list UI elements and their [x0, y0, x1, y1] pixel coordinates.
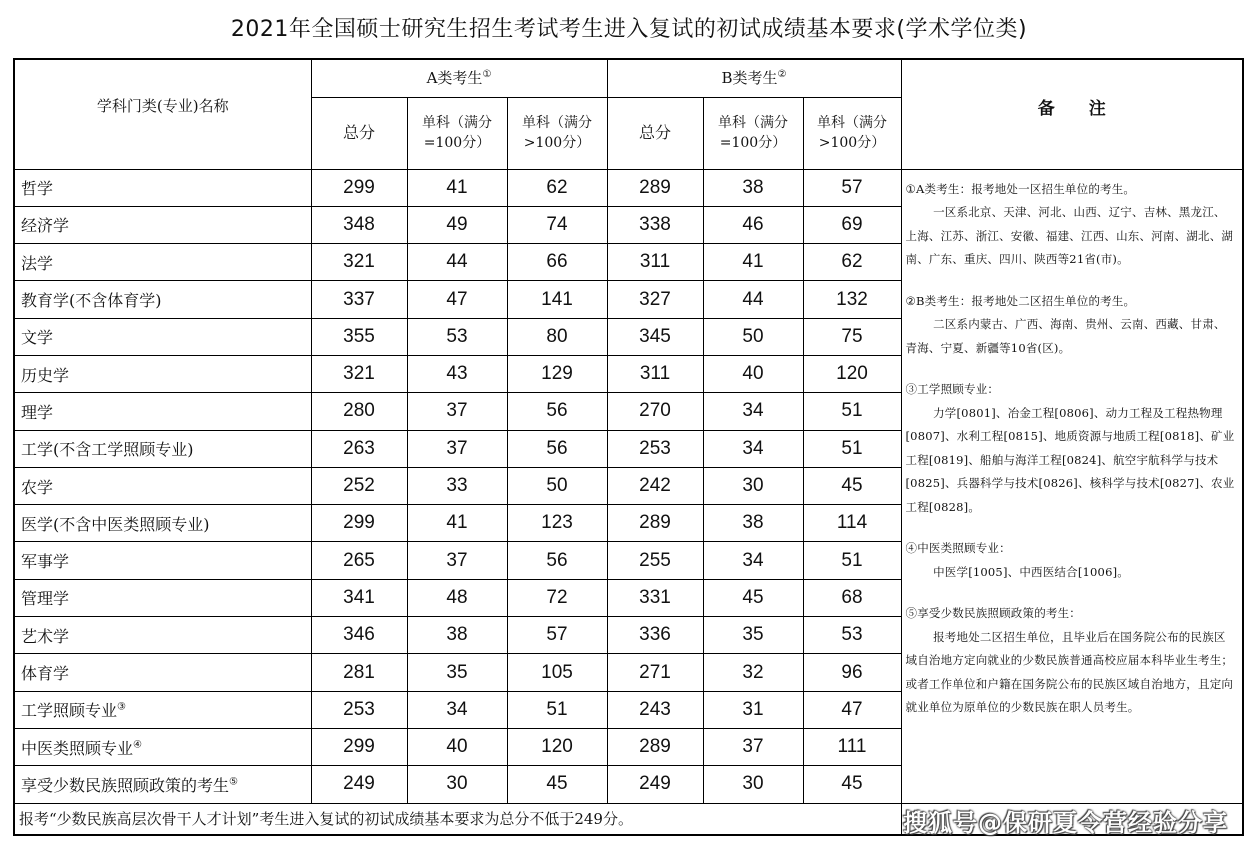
a-score-cell: 299 — [311, 728, 407, 765]
b-score-cell: 62 — [803, 244, 901, 281]
b-single100-header — [703, 97, 803, 169]
subject-label: 中医类照顾专业 — [21, 738, 134, 758]
subject-name — [14, 579, 311, 616]
a-score-cell: 280 — [311, 393, 407, 430]
subject-label: 体育学 — [21, 664, 70, 683]
subject-label: 历史学 — [21, 365, 70, 385]
a-score-cell: 252 — [311, 467, 407, 504]
a-score-cell: 51 — [507, 691, 607, 728]
note-4-head: ④中医类照顾专业： — [905, 541, 1011, 555]
subject-name — [14, 728, 311, 765]
subject-name — [14, 505, 311, 542]
a-score-cell: 253 — [311, 691, 407, 728]
b-score-cell: 30 — [703, 766, 803, 803]
a-score-cell: 74 — [507, 206, 607, 243]
b-score-cell: 311 — [607, 355, 703, 392]
b-score-cell: 249 — [607, 766, 703, 803]
a-group-mark: ① — [482, 69, 492, 81]
subject-name — [14, 318, 311, 355]
remarks-header: 备 注 — [901, 59, 1243, 169]
a-score-cell: 44 — [407, 244, 507, 281]
b-score-cell: 243 — [607, 691, 703, 728]
note-5-head: ⑤享受少数民族照顾政策的考生： — [905, 606, 1081, 620]
a-score-cell: 57 — [507, 617, 607, 654]
b-group-mark: ② — [777, 69, 787, 81]
subject-header: 学科门类(专业)名称 — [14, 59, 311, 169]
subject-label: 享受少数民族照顾政策的考生 — [21, 775, 230, 795]
b-score-cell: 270 — [607, 393, 703, 430]
subject-name — [14, 617, 311, 654]
b-score-cell: 34 — [703, 393, 803, 430]
a-score-cell: 37 — [407, 430, 507, 467]
a-score-cell: 263 — [311, 430, 407, 467]
a-singlegt100-l2: >100分） — [523, 135, 591, 151]
b-score-cell: 132 — [803, 281, 901, 318]
a-score-cell: 80 — [507, 318, 607, 355]
a-score-cell: 346 — [311, 617, 407, 654]
b-score-cell: 289 — [607, 505, 703, 542]
b-score-cell: 31 — [703, 691, 803, 728]
subject-name — [14, 654, 311, 691]
b-score-cell: 331 — [607, 579, 703, 616]
a-score-cell: 56 — [507, 393, 607, 430]
subject-mark: ⑤ — [229, 776, 238, 788]
b-score-cell: 255 — [607, 542, 703, 579]
b-score-cell: 51 — [803, 393, 901, 430]
b-singlegt100-header — [803, 97, 901, 169]
subject-name — [14, 542, 311, 579]
subject-label: 艺术学 — [21, 626, 70, 646]
a-score-cell: 41 — [407, 505, 507, 542]
subject-name — [14, 244, 311, 281]
subject-name — [14, 766, 311, 803]
subject-name — [14, 206, 311, 243]
subject-name — [14, 169, 311, 206]
a-single100-l1: 单科（满分 — [422, 115, 492, 131]
b-score-cell: 311 — [607, 244, 703, 281]
subject-label: 医学(不含中医类照顾专业) — [21, 514, 210, 534]
a-score-cell: 120 — [507, 728, 607, 765]
b-single100-l2: =100分） — [719, 135, 787, 151]
a-score-cell: 37 — [407, 393, 507, 430]
a-score-cell: 129 — [507, 355, 607, 392]
subject-name — [14, 430, 311, 467]
subject-name — [14, 355, 311, 392]
a-single100-l2: =100分） — [423, 135, 491, 151]
b-score-cell: 46 — [703, 206, 803, 243]
b-score-cell: 345 — [607, 318, 703, 355]
subject-label: 文学 — [21, 328, 54, 348]
a-score-cell: 62 — [507, 169, 607, 206]
a-singlegt100-header — [507, 97, 607, 169]
b-score-cell: 45 — [803, 766, 901, 803]
b-score-cell: 336 — [607, 617, 703, 654]
watermark: 搜狐号@保研夏令营经验分享 — [903, 809, 1228, 837]
a-score-cell: 341 — [311, 579, 407, 616]
b-singlegt100-l1: 单科（满分 — [817, 115, 887, 131]
a-score-cell: 35 — [407, 654, 507, 691]
subject-label: 理学 — [21, 402, 54, 422]
b-score-cell: 44 — [703, 281, 803, 318]
b-score-cell: 47 — [803, 691, 901, 728]
a-score-cell: 281 — [311, 654, 407, 691]
subject-name — [14, 281, 311, 318]
subject-label: 教育学(不含体育学) — [21, 291, 162, 311]
note-3-body: 力学[0801]、冶金工程[0806]、动力工程及工程热物理[0807]、水利工程[0815]、地质资源与地质工程[0818]、矿业工程[0819]、船舶与海洋工程[0824]、航空宇航科学与技术[0825]、兵器科学与技术[0826]、核科学与技术[0827]、农业工程[0828]。 — [905, 405, 1235, 514]
table-body — [14, 169, 1243, 803]
a-total-header: 总分 — [311, 97, 407, 169]
b-score-cell: 75 — [803, 318, 901, 355]
b-score-cell: 38 — [703, 169, 803, 206]
a-score-cell: 49 — [407, 206, 507, 243]
b-score-cell: 51 — [803, 430, 901, 467]
b-group-header — [607, 59, 901, 97]
a-score-cell: 45 — [507, 766, 607, 803]
b-score-cell: 120 — [803, 355, 901, 392]
b-score-cell: 57 — [803, 169, 901, 206]
b-score-cell: 338 — [607, 206, 703, 243]
b-single100-l1: 单科（满分 — [718, 115, 788, 131]
a-score-cell: 50 — [507, 467, 607, 504]
b-score-cell: 40 — [703, 355, 803, 392]
a-score-cell: 56 — [507, 430, 607, 467]
a-score-cell: 355 — [311, 318, 407, 355]
a-score-cell: 337 — [311, 281, 407, 318]
a-score-cell: 43 — [407, 355, 507, 392]
b-score-cell: 289 — [607, 169, 703, 206]
b-score-cell: 34 — [703, 542, 803, 579]
a-group-label: A类考生 — [426, 69, 483, 88]
a-score-cell: 299 — [311, 505, 407, 542]
a-single100-header — [407, 97, 507, 169]
a-score-cell: 299 — [311, 169, 407, 206]
footer-note: 报考“少数民族高层次骨干人才计划”考生进入复试的初试成绩基本要求为总分不低于249分。 — [14, 803, 901, 835]
note-5-body: 报考地处二区招生单位，且毕业后在国务院公布的民族区域自治地方定向就业的少数民族普通高校应届本科毕业生考生；或者工作单位和户籍在国务院公布的民族区域自治地方，且定向就业单位为原单位的少数民族在职人员考生。 — [905, 629, 1234, 714]
remarks-cell — [901, 169, 1243, 803]
subject-label: 军事学 — [21, 552, 70, 572]
b-score-cell: 38 — [703, 505, 803, 542]
a-score-cell: 34 — [407, 691, 507, 728]
score-table — [13, 58, 1244, 836]
subject-label: 农学 — [21, 477, 54, 497]
b-total-header: 总分 — [607, 97, 703, 169]
a-score-cell: 321 — [311, 244, 407, 281]
note-2-body: 二区系内蒙古、广西、海南、贵州、云南、西藏、甘肃、青海、宁夏、新疆等10省(区)。 — [905, 317, 1226, 355]
a-score-cell: 48 — [407, 579, 507, 616]
a-score-cell: 41 — [407, 169, 507, 206]
a-group-header — [311, 59, 607, 97]
a-score-cell: 53 — [407, 318, 507, 355]
b-score-cell: 53 — [803, 617, 901, 654]
b-group-label: B类考生 — [721, 69, 778, 88]
a-score-cell: 265 — [311, 542, 407, 579]
a-score-cell: 123 — [507, 505, 607, 542]
note-4-body: 中医学[1005]、中西医结合[1006]。 — [933, 564, 1129, 579]
b-score-cell: 111 — [803, 728, 901, 765]
b-score-cell: 45 — [803, 467, 901, 504]
note-3-head: ③工学照顾专业： — [905, 382, 1000, 396]
b-score-cell: 253 — [607, 430, 703, 467]
b-score-cell: 50 — [703, 318, 803, 355]
a-singlegt100-l1: 单科（满分 — [522, 115, 592, 131]
b-score-cell: 68 — [803, 579, 901, 616]
b-score-cell: 289 — [607, 728, 703, 765]
b-score-cell: 242 — [607, 467, 703, 504]
note-1-body: 一区系北京、天津、河北、山西、辽宁、吉林、黑龙江、上海、江苏、浙江、安徽、福建、江西、山东、河南、湖北、湖南、广东、重庆、四川、陕西等21省(市)。 — [905, 205, 1234, 266]
page-title: 2021年全国硕士研究生招生考试考生进入复试的初试成绩基本要求(学术学位类) — [230, 17, 1028, 42]
b-score-cell: 271 — [607, 654, 703, 691]
a-score-cell: 33 — [407, 467, 507, 504]
a-score-cell: 141 — [507, 281, 607, 318]
b-score-cell: 114 — [803, 505, 901, 542]
subject-label: 哲学 — [21, 179, 54, 199]
note-1-head: ①A类考生：报考地处一区招生单位的考生。 — [905, 181, 1136, 196]
a-score-cell: 40 — [407, 728, 507, 765]
a-score-cell: 37 — [407, 542, 507, 579]
b-score-cell: 41 — [703, 244, 803, 281]
a-score-cell: 47 — [407, 281, 507, 318]
subject-label: 法学 — [21, 253, 54, 273]
a-score-cell: 72 — [507, 579, 607, 616]
b-score-cell: 34 — [703, 430, 803, 467]
b-score-cell: 51 — [803, 542, 901, 579]
note-2-head: ②B类考生：报考地处二区招生单位的考生。 — [905, 293, 1136, 308]
a-score-cell: 348 — [311, 206, 407, 243]
a-score-cell: 321 — [311, 355, 407, 392]
subject-mark: ③ — [117, 701, 126, 713]
b-score-cell: 32 — [703, 654, 803, 691]
b-score-cell: 37 — [703, 728, 803, 765]
subject-name — [14, 467, 311, 504]
subject-label: 经济学 — [21, 216, 70, 236]
subject-name — [14, 393, 311, 430]
subject-label: 工学(不含工学照顾专业) — [21, 440, 194, 460]
b-score-cell: 96 — [803, 654, 901, 691]
a-score-cell: 105 — [507, 654, 607, 691]
a-score-cell: 56 — [507, 542, 607, 579]
subject-label: 管理学 — [21, 589, 70, 609]
b-score-cell: 69 — [803, 206, 901, 243]
b-score-cell: 327 — [607, 281, 703, 318]
b-score-cell: 30 — [703, 467, 803, 504]
subject-mark: ④ — [133, 739, 142, 751]
b-score-cell: 45 — [703, 579, 803, 616]
b-singlegt100-l2: >100分） — [818, 135, 886, 151]
subject-name — [14, 691, 311, 728]
table-row — [14, 169, 1243, 206]
a-score-cell: 249 — [311, 766, 407, 803]
a-score-cell: 38 — [407, 617, 507, 654]
subject-label: 工学照顾专业 — [21, 701, 118, 721]
a-score-cell: 66 — [507, 244, 607, 281]
a-score-cell: 30 — [407, 766, 507, 803]
b-score-cell: 35 — [703, 617, 803, 654]
